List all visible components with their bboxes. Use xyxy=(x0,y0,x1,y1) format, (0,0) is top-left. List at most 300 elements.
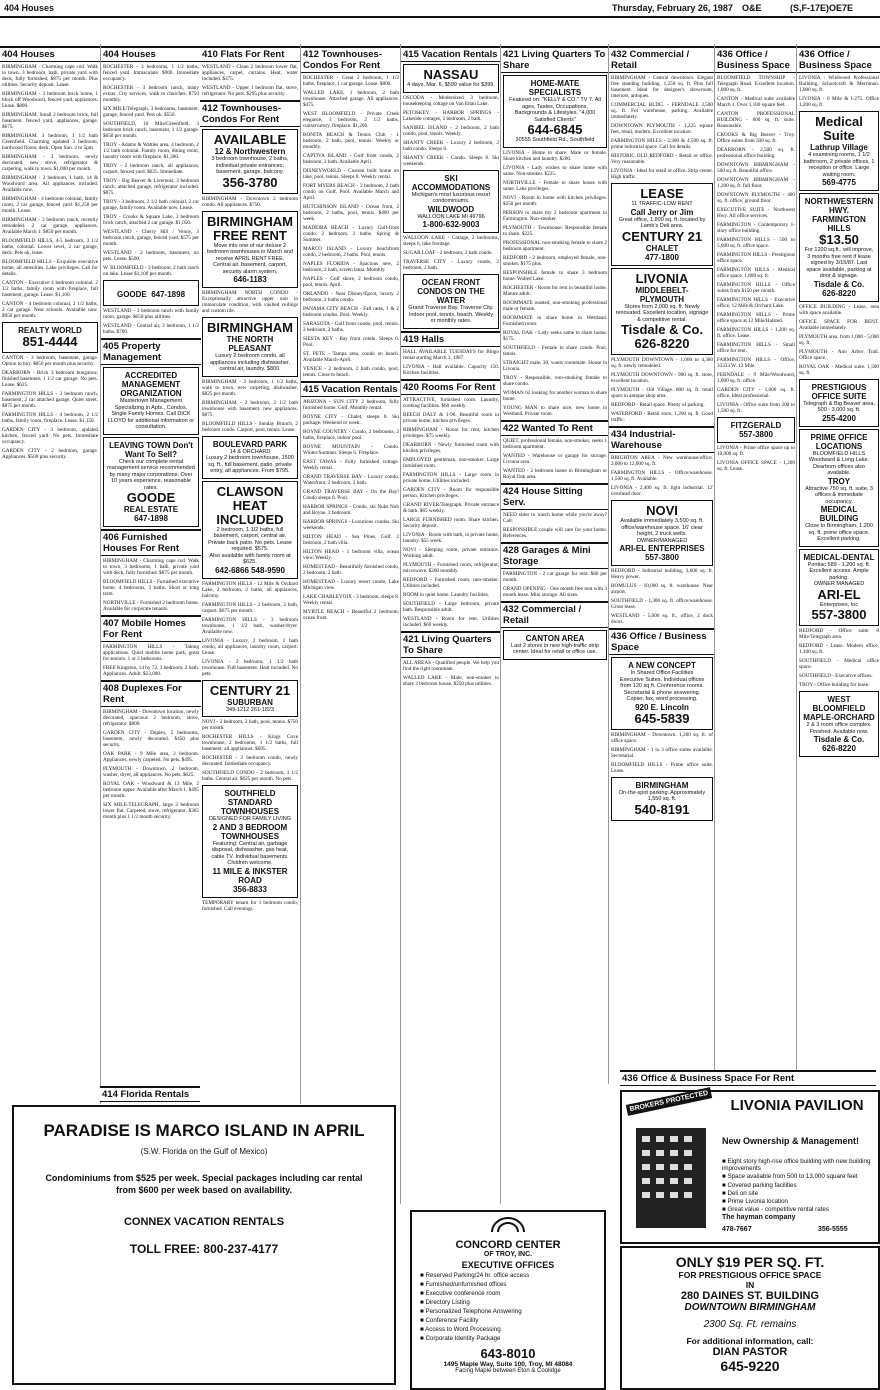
classified-ad: ROYAL OAK - Woodward & 13 Mile, 2 bedroom upper. Available after March 1. $495 per month. xyxy=(103,781,199,799)
ads-list xyxy=(301,75,401,378)
classified-ad: CANTON - 3 bedroom, basement, garage. Option to buy. $850 per month plus security. xyxy=(2,355,98,367)
new-concept-title: A NEW CONCEPT xyxy=(628,661,696,670)
classified-ad: FARMINGTON HILLS - 3 bedroom ranch, basement, 2 car attached garage. Quiet street. $875 per month. xyxy=(2,391,98,409)
classified-ad: NAPLES FLORIDA - Spacious new, 2 bedroom, 2 bath, screen lanai. Monthly. xyxy=(303,261,399,273)
boulevard-text: Luxury 2 bedroom townhouse, 1500 sq. ft., full basement, patio, private entry, all appliances. From $795. xyxy=(206,455,294,474)
ads-list xyxy=(0,355,100,460)
classified-ad: WANTED - Warehouse or garage for storage. Livonia area. xyxy=(503,452,607,465)
classified-ad: FARMINGTON HILLS - 1,200 sq. ft. office. Lease. xyxy=(717,327,795,339)
lincoln-address: 920 E. Lincoln xyxy=(635,702,689,712)
section-heading: 434 Industrial-Warehouse xyxy=(609,426,715,453)
troy-text: Attractive 750 sq. ft. suite, 3 offices & immediate occupancy. xyxy=(805,485,873,505)
free-rent-text: Move into one of our deluxe 2 bedroom townhouses in March and receive APRIL RENT FREE. Central air, basement, carport, security alarm system. xyxy=(207,242,293,275)
northwestern-ad xyxy=(799,193,879,302)
classified-ad: PLYMOUTH area, from 1,000 - 5,000 sq. ft. xyxy=(799,333,879,346)
classified-ad: CANTON - Medical suite available March 1. Over 1,100 square feet. xyxy=(717,96,795,108)
classified-ad: DEARBORN - Newly furnished room with kitchen privileges. xyxy=(403,441,499,454)
classified-ad: LIVONIA OFFICE SPACE - 1,200 sq. ft. Lease. xyxy=(717,460,795,472)
home-mate-title: HOME-MATE SPECIALISTS xyxy=(528,79,582,97)
classified-ad: DOWNTOWN BIRMINGHAM - 500 sq. ft. Beautiful office. xyxy=(717,162,795,174)
lease-text: Great office, 1,800 sq. ft. located by Lamb's Deli area. xyxy=(618,216,706,229)
classified-ad: DOWNTOWN BIRMINGHAM - 1,200 sq. ft. full floor. xyxy=(717,177,795,189)
townhouses-text: Featuring: Central air, garbage disposal, dishwasher, gas heat, cable TV. Individual basements. Children welcome. xyxy=(211,840,289,866)
classified-ad: OFFICE BUILDING - Lease, area with space available. xyxy=(799,303,879,316)
classified-ad: GRAND OPENING - One month free rent with 3 month lease. Mini storage. All sizes. xyxy=(503,585,607,598)
concord-address: 1495 Maple Way, Suite 100, Troy, MI 48084 xyxy=(443,1361,573,1368)
section-heading: 407 Mobile Homes For Rent xyxy=(101,615,201,642)
classified-ad: SANIBEL ISLAND - 2 bedroom, 2 bath condo, pool, tennis. Weekly. xyxy=(403,124,499,137)
classified-ad: BLOOMFIELD HILLS - Exquisite executive home, all amenities. Lake privileges. Call for details. xyxy=(2,259,98,277)
home-mate-address: 30555 Southfield Rd., Southfield xyxy=(515,137,595,143)
classified-ad: CROOKS & Big Beaver - Troy. Office suites from 500 sq. ft. xyxy=(717,132,795,144)
classified-ad: OSCODA - Modernized 3 bedroom, housekeeping cottage on Van Ettan Lake. xyxy=(403,94,499,107)
classified-ad: FARMINGTON - Contemporary 1-story office building. xyxy=(717,222,795,234)
classified-ad: GARDEN CITY - 1,000 sq. ft. office. Ideal professional. xyxy=(717,387,795,399)
classified-ad: DEARBORN - Brick 3 bedroom bungalow, finished basement, 1 1/2 car garage. No pets. Lease. $625. xyxy=(2,370,98,388)
classified-ad: PANAMA CITY BEACH - Fall rates, 1 & 2 bedroom condos. Pool. Weekly. xyxy=(303,306,399,318)
concord-phone: 643-8010 xyxy=(480,1346,536,1361)
classified-ad: BIRMINGHAM - Central downtown. Elegant free standing building. 1,250 sq. ft. Plus full basement. Ideal for designer's showroom, interiors, antiques. xyxy=(611,75,713,99)
classified-ad: FARMINGTON HILLS - Office, 33333 W. 12 Mile. xyxy=(717,357,795,369)
section-heading: 420 Rooms For Rent xyxy=(401,379,501,395)
classified-ad: ROCHESTER - Great 2 bedroom, 1 1/2 baths, fireplace, 1 car garage. Lease. $800. xyxy=(303,75,399,87)
clawson-phone: 642-6866 548-9590 xyxy=(215,565,285,575)
classified-ad: HUTCHINSON ISLAND - Ocean front, 2 bedroom, 2 baths, pool, tennis. $400 per week. xyxy=(303,204,399,222)
ads-list xyxy=(609,357,715,423)
wb-tisdale: Tisdale & Co. xyxy=(813,735,865,744)
classified-ad: MYRTLE BEACH - Beautiful 2 bedroom, ocean front. xyxy=(303,609,399,621)
classified-ad: STRAIGHT male, 30, wants roommate. House in Livonia. xyxy=(503,359,607,372)
column-7 xyxy=(608,44,715,1084)
feature-item: ■ Conference Facility xyxy=(420,1317,479,1324)
building-illustration xyxy=(626,1122,718,1234)
classified-ad: TROY - Office building for lease. xyxy=(799,682,870,688)
classified-ad: PLYMOUTH - Ann Arbor Trail. Office space. xyxy=(799,348,879,361)
classified-ad: ARIZONA - SUN CITY 2 bedroom, fully furnished home. Golf. Monthly rental. xyxy=(303,399,399,411)
paradise-sub: (S.W. Florida on the Gulf of Mexico) xyxy=(140,1147,268,1156)
classified-ad: BIRMINGHAM - Charming cape cod. Walk to town. 3 bedroom, bath, private yard with deck, fully furnished, $875 per month. Plus utilities. Security deposit. Lease. xyxy=(2,64,98,88)
section-heading: 424 House Sitting Serv. xyxy=(501,483,609,510)
feature-item: ■ Reserved Parking/24 hr. office access xyxy=(420,1272,530,1279)
classified-ad: BLOOMFIELD HILLS - Prime office suite. Lease. xyxy=(611,761,713,774)
ads-list xyxy=(101,308,201,335)
canton-area-ad xyxy=(503,630,607,660)
classified-ad: BIRMINGHAM - Charming cape cod. Walk to town, 3 bedrooms, 1 bath, private yard with deck, fully furnished. $875 per month. xyxy=(103,558,199,576)
classified-ad: TROY - 2 bedroom ranch, all appliances, carport, fenced yard. $625. Immediate. xyxy=(103,163,199,175)
north-pleasant-text: Luxury 2 bedroom condo, all appliances including dishwasher, central air, laundry. $800. xyxy=(209,353,291,372)
ocean-front-ad xyxy=(403,274,499,329)
century-chalet-sub: CHALET xyxy=(645,243,679,253)
classified-ad: LIVONIA - Ideal for retail or office. Strip center. High traffic. xyxy=(611,168,713,180)
section-heading: 421 Living Quarters To Share xyxy=(501,46,609,73)
west-bloomfield-ad xyxy=(799,691,879,757)
classified-ad: TROY - Big Beaver & Livernois, 3 bedroom ranch, attached garage, refrigerator included. $875. xyxy=(103,178,199,196)
canton-text: Last 2 stores in new high-traffic strip center. Ideal for retail or office use. xyxy=(511,642,599,655)
goode-name-2: GOODE xyxy=(126,490,176,505)
section-heading: 422 Wanted To Rent xyxy=(501,420,609,436)
classified-ad: HISTORIC OLD REDFORD - Retail or office. Very reasonable. xyxy=(611,153,713,165)
classified-ad: LARGE FURNISHED room. Share kitchen. Security deposit. xyxy=(403,516,499,529)
section-heading: 405 Property Management xyxy=(101,338,201,365)
prestigious-ad xyxy=(799,379,879,427)
paradise-marco-island-ad xyxy=(12,1105,396,1385)
classified-ad: REDFORD - Lease. Modern office, 1,100 sq. ft. xyxy=(799,643,879,655)
free-rent-ad xyxy=(202,211,298,289)
century-phone: 349-1212 261-1823 xyxy=(225,706,274,713)
goode-name: GOODE xyxy=(116,290,147,299)
ad: FARMINGTON HILLS - 3 bedroom townhouse, 1 1/2 bath, washer/dryer. Available now. xyxy=(202,616,298,635)
section-heading: 408 Duplexes For Rent xyxy=(101,680,201,707)
ariel-sub: Enterprises, Inc xyxy=(819,601,859,608)
classified-ad: BOYNE MOUNTAIN - Condo. Winter/Summer. Sleeps 6. Fireplace. xyxy=(303,444,399,456)
birmingham-office-ad xyxy=(611,777,713,821)
classified-ad: REDFORD - 2 bedroom, employed female, non-smoker. $175 plus. xyxy=(503,254,607,267)
ads-list xyxy=(609,568,715,625)
ads-list xyxy=(797,75,880,108)
classified-ad: ROYAL OAK - Lady seeks same to share home. $175. xyxy=(503,329,607,342)
mdental-title: MEDICAL-DENTAL xyxy=(803,552,875,562)
daines-street-ad xyxy=(620,1246,880,1390)
feature-item: ■ Covered parking facilities xyxy=(722,1181,797,1189)
classified-ad: GARDEN CITY - 3 bedroom, updated kitchen, fenced yard. No pets. Immediate occupancy. xyxy=(2,427,98,445)
new-concept-sub: In Shared Office Facilities xyxy=(630,670,694,676)
classified-ad: BIRMINGHAM - Downtown location, newly decorated, spacious 2 bedroom, stove, refrigerator. $800. xyxy=(103,709,199,727)
classified-ad: ROCHESTER - 3 bedrooms, 1 1/2 baths, fenced yard. Immaculate. $900. Immediate occupancy. xyxy=(103,64,199,82)
classified-ad: TROY - Adams & Wattles area, 4 bedroom, 2 1/2 bath colonial. Family room, dining room, laundry room with fireplace. $1,300. xyxy=(103,142,199,160)
ads-list xyxy=(101,558,201,612)
ski-ad xyxy=(403,170,499,234)
available-text: 3 bedroom townhouse, 2 baths, individual private entrances, basement, garage, balcony. xyxy=(211,156,289,175)
lease-title: LEASE xyxy=(640,186,684,201)
nassau-ad xyxy=(403,64,499,93)
classified-ad: RESPONSIBLE female to share 3 bedroom home. Walled Lake. xyxy=(503,269,607,282)
classified-ad: PLYMOUTH - Downtown, 2 bedroom, washer, dryer, all appliances. No pets. $625. xyxy=(103,766,199,778)
livonia-intro: New Ownership & Management! xyxy=(722,1136,860,1146)
classified-ad: TROY - Responsible, non-smoking female to share condo. xyxy=(503,374,607,387)
classified-ad: BIRMINGHAM. Small 2 bedroom brick, full basement, fenced yard, appliances, garage. $675. xyxy=(2,112,98,130)
century21-suburban-ad xyxy=(202,680,298,718)
goode-phone-2: 647-1898 xyxy=(134,514,168,523)
column-2 xyxy=(100,44,201,1104)
classified-ad: BIRMINGHAM - 3 bedroom ranch, recently remodeled. 2 car garage, appliances. Available March 1. $850 per month. xyxy=(2,217,98,235)
classified-ad: WESTLAND - 2 bedroom, basement, no pets. Lease. $500. xyxy=(103,250,199,262)
page-header xyxy=(0,0,880,18)
classified-ad: NORTHVILLE - Furnished 2 bedroom home. Available for corporate tenants. xyxy=(103,600,199,612)
ads-list xyxy=(401,660,501,687)
classified-ad: BOYNE CITY - Chalet, sleeps 8. Ski package. Weekend or week. xyxy=(303,414,399,426)
section-heading: 404 Houses xyxy=(101,46,201,62)
ski-text: Michigan's most luxurious resort condominiums. xyxy=(411,191,491,204)
classified-ad: HARBOR SPRINGS - Luxurious condos. Ski weekends. xyxy=(303,519,399,531)
classified-ad: LAKE CHARLEVOIX - 3 bedroom, sleeps 8. Weekly rental. xyxy=(303,594,399,606)
classified-ad: QUIET, professional female, non-smoker, seeks 1 bedroom apartment. xyxy=(503,437,607,450)
fitzgerald-name: FITZGERALD xyxy=(730,421,782,430)
classified-ad: PLYMOUTH DOWNTOWN - 1,000 to 4,300 sq. ft. newly remodeled. xyxy=(611,357,713,369)
classified-ad: WESTLAND - Upper 1 bedroom flat, stove, refrigerator. No pets. $295 plus security. xyxy=(202,85,298,97)
classified-ad: SOUTHFIELD - Executive offices. xyxy=(799,673,873,679)
available-ad xyxy=(202,129,298,194)
nw-price: $13.50 xyxy=(819,232,859,247)
century-sub: SUBURBAN xyxy=(227,697,273,707)
classified-ad: VENICE - 2 bedroom, 2 bath condo, pool, tennis. Close to beach. xyxy=(303,366,399,378)
prest-phone: 255-4200 xyxy=(822,413,856,423)
section-heading-florida: 414 Florida Rentals xyxy=(100,1086,200,1102)
classified-ad: ROOMMATE wanted, non-smoking professional male or female. xyxy=(503,299,607,312)
medical-dental-ad xyxy=(799,549,879,627)
feature-item: ■ Prime Livonia location xyxy=(722,1198,788,1206)
section-heading: 421 Living Quarters To Share xyxy=(401,631,501,658)
classified-ad: ROCHESTER - 3 bedroom ranch, many extras. City services, walk to churches. $750 monthly. xyxy=(103,85,199,103)
ads-list xyxy=(609,732,715,774)
classified-ad: BIRMINGHAM - 3 bedroom, newly decorated, new stove, refrigerator & carpeting, walk to town. $1,000 per month. xyxy=(2,154,98,172)
nw-title: NORTHWESTERN HWY. FARMINGTON HILLS xyxy=(804,197,874,233)
prime-title: PRIME OFFICE LOCATIONS xyxy=(810,432,868,451)
classified-ad: BLOOMFIELD HILLS, 4-5 bedroom, 3 1/2 baths, colonial. Lower level, 2 car garage, deck. Pets ok, lease. xyxy=(2,238,98,256)
ocean-text: Grand Traverse Bay. Traverse City. Indoor pool, tennis, beach. Weekly or monthly rates. xyxy=(408,305,494,324)
owner-name: ARI-EL ENTERPRISES xyxy=(619,544,705,553)
leaving-title: LEAVING TOWN Don't Want To Sell? xyxy=(109,440,193,459)
home-mate-phone: 644-6845 xyxy=(527,122,583,137)
classified-ad: NOVI - Sleeping room, private entrance. Working adult. xyxy=(403,546,499,559)
classified-ad: REDFORD - Retail space. Plenty of parking. xyxy=(611,402,705,408)
prest-title: PRESTIGIOUS OFFICE SUITE xyxy=(811,382,867,401)
classified-ad: SOUTHFIELD - Female to share condo. Pool, tennis. xyxy=(503,344,607,357)
concord-title: EXECUTIVE OFFICES xyxy=(461,1260,555,1270)
section-heading: 415 Vacation Rentals xyxy=(301,381,401,397)
ocean-title: OCEAN FRONT CONDOS ON THE WATER xyxy=(417,278,485,305)
realty-world-ad xyxy=(2,322,98,353)
wildwood-title: WILDWOOD xyxy=(427,204,475,214)
feature-item: ■ Access to Word Processing xyxy=(420,1326,501,1333)
nassau-title: NASSAU xyxy=(423,67,479,82)
classified-ad: TROY - Crooks & Square Lake, 3 bedroom brick ranch, attached 2 car garage. $1,050. xyxy=(103,214,199,226)
ad: LIVONIA - Luxury, 2 bedroom, 2 bath condo, all appliances, laundry room, carport. Lease. xyxy=(202,637,298,656)
classified-ad: PLYMOUTH - Townhouse. Responsible female to share. $225. xyxy=(503,224,607,237)
page-code: (S,F-17E)OE7E xyxy=(790,3,854,13)
owner-managed-title: OWNER MANAGED xyxy=(813,581,865,587)
feature-item: ■ Deli on site xyxy=(722,1189,759,1197)
classified-ad: FARMINGTON HILLS - Large room in private home. Utilities included. xyxy=(403,471,499,484)
classified-ad: LIVONIA - Room with bath, in private home, laundry. $55 week. xyxy=(403,531,499,544)
classified-ad: ST. PETE - Tampa area, condo on beach. Available March-April. xyxy=(303,351,399,363)
century-chalet-title: CENTURY 21 xyxy=(621,228,703,244)
section-heading: 436 Office / Business Space xyxy=(797,46,880,73)
ads-list xyxy=(200,64,300,97)
medical-text: 4 examining rooms, 1 1/2 bathroom, 2 private offices, 1 reception or office. Large waiting room. xyxy=(803,152,875,178)
classified-ad: WESTLAND - Room for rent. Utilities included. $60 weekly. xyxy=(403,615,499,628)
ad: BIRMINGHAM - 2 bedroom, 1 1/2 baths, walk to town, new carpeting, dishwasher. $825 per month. xyxy=(202,378,298,397)
livonia-title: LIVONIA PAVILION xyxy=(730,1097,864,1114)
wildwood-phone: 1-800-632-9003 xyxy=(422,220,480,229)
brokers-protected-badge: BROKERS PROTECTED xyxy=(626,1087,712,1116)
century-chalet-phone: 477-1800 xyxy=(645,252,679,262)
classified-ad: FORT MYERS BEACH - 2 bedroom, 2 bath condo on Gulf. Pool. Available March and April. xyxy=(303,183,399,201)
available-phone: 356-3780 xyxy=(222,174,278,190)
ad: NOVI - 2 bedroom, 2 bath, pool, tennis. $750 per month. xyxy=(202,719,298,731)
classified-ad: LIVONIA - Office suite from 200 to 1,500 sq. ft. xyxy=(717,402,795,414)
classified-ad: TRAVERSE CITY - Luxury condo, 2 bedroom, 2 bath. xyxy=(403,259,499,271)
page-date: Thursday, February 26, 1987 xyxy=(612,3,733,13)
ads-list xyxy=(609,455,715,497)
classified-ad: PROFESSIONAL non-smoking female to share 2 bedroom apartment. xyxy=(503,239,607,252)
hayman-company: The hayman company xyxy=(722,1214,796,1221)
hayman-phone-1: 478-7667 xyxy=(722,1226,752,1233)
classified-ad: REDFORD - Industrial building, 3,600 sq. ft. Heavy power. xyxy=(611,568,713,580)
ads-list xyxy=(101,709,201,820)
livonia-sub: MIDDLEBELT-PLYMOUTH xyxy=(635,285,689,304)
townhouses-title: 2 AND 3 BEDROOM TOWNHOUSES xyxy=(212,822,288,841)
novi-text: Available immediately 3,500 sq. ft. office/warehouse space. 16' clear height, 2 truck wells. xyxy=(620,518,704,537)
century-title: CENTURY 21 xyxy=(209,682,291,698)
classified-ad: WOMAN 62 looking for another woman to share home. xyxy=(503,389,607,402)
only-in: IN xyxy=(745,1280,755,1290)
section-heading: 436 Office / Business Space xyxy=(715,46,797,73)
classified-ad: GRAND RIVER/Telegraph. Private entrance & bath. $65 weekly. xyxy=(403,501,499,514)
only-title: ONLY $19 PER SQ. FT. xyxy=(675,1254,825,1270)
classified-ad: FARMINGTON HILLS - Office suites from $150 per month. xyxy=(717,282,795,294)
classified-ad: HILTON HEAD - 1 bedroom villa, ocean view. Weekly. xyxy=(303,549,399,561)
livonia-text: Stores from 2,000 sq. ft. Newly renovated. Excellent location, signage & competitive rental. xyxy=(615,303,709,323)
classified-ad: RESPONSIBLE couple will care for your home. References. xyxy=(503,526,607,539)
classified-ad: HILTON HEAD - Sea Pines. Golf. 2 bedroom, 2 bath villa. xyxy=(303,534,399,546)
ad: FARMINGTON HILLS - 2 bedroom, 2 bath, carport. $675 per month. xyxy=(202,601,298,614)
classified-ad: FARMINGTON HILLS - 4 bedroom, 2 1/2 baths, family room, fireplace. Lease. $1,150. xyxy=(2,412,98,424)
ads-list xyxy=(301,399,401,621)
classified-ad: BIRMINGHAM - 4 bedroom colonial, family room, 2 car garage, fenced yard. $1,250 per month. Lease. xyxy=(2,196,98,214)
boulevard-title: BOULEVARD PARK xyxy=(212,439,288,449)
ads-list xyxy=(609,75,715,180)
ad: ROCHESTER - 2 bedroom condo, newly decorated. Immediate occupancy. xyxy=(202,755,298,767)
bham-office-text: On-the-spot parking. Approximately 1,550 sq. ft. xyxy=(618,789,706,802)
classified-ad: SHANTY CREEK - Condo. Sleeps 8. Ski weekends. xyxy=(403,154,499,167)
prest-text: Telegraph & Big Beaver area, 500 - 3,000 sq. ft. xyxy=(803,400,875,413)
lease-ad xyxy=(611,183,713,266)
prop-title: ACCREDITED MANAGEMENT ORGANIZATION xyxy=(120,371,182,398)
classified-ad: FARMINGTON HILLS - Prime office space at 12 Mile/Halsted. xyxy=(717,312,795,324)
classified-ad: HOMESTEAD - Beautifully furnished condo, 2 bedroom, 2 bath. xyxy=(303,564,399,576)
ariel-name: ARI-EL xyxy=(817,586,861,602)
feature-item: ■ Eight story high-rise office building with new building improvements xyxy=(722,1158,871,1173)
classified-ad: TROY - 3 bedroom, 2 1/2 bath colonial, 2 car garage, family room. Available now. Lease. xyxy=(103,199,199,211)
section-heading: 404 Houses xyxy=(0,46,100,62)
classified-ad: ORLANDO - Near Disney/Epcot, luxury 2 bedroom, 2 baths condo. xyxy=(303,291,399,303)
prime-text: Woodward & Long Lake. Dearborn offices also available. xyxy=(808,457,870,476)
classified-ad: WESTLAND - 5,000 sq. ft., office, 2 dock doors. xyxy=(611,613,713,625)
classified-ad: ROYAL OAK - Medical suite. 1,500 sq. ft. xyxy=(799,363,879,376)
classified-ad: SARASOTA - Gulf front condo, pool, tennis. 2 bedroom, 2 baths. xyxy=(303,321,399,333)
clawson-ad xyxy=(202,481,298,579)
classified-ad: FREE Kingston, 14 by 72, 3 bedroom, 2 bath. Appliances. Adult. $23,000. xyxy=(103,665,199,677)
classified-ad: SOUTHFIELD - Medical office space. xyxy=(799,658,879,670)
classified-ad: BEECH DALY & 1-96. Beautiful room in private home, kitchen privileges. xyxy=(403,411,499,424)
available-title: AVAILABLE xyxy=(213,132,287,147)
classified-ad: BIRMINGHAM. 3 bedroom, 1 1/2 bath Greenfield. Charming updated 3 bedroom, hardwood floors, deck. Open Sun. 2 to 5pm. xyxy=(2,133,98,151)
feature-item: ■ Directory Listing xyxy=(420,1299,470,1306)
leaving-town-ad xyxy=(103,437,199,528)
section-heading: 410 Flats For Rent xyxy=(200,46,300,62)
section-heading: 415 Vacation Rentals xyxy=(401,46,501,62)
ads-list xyxy=(101,64,201,277)
classified-ad: W. BLOOMFIELD - 3 bedroom, 2 bath ranch on lake. Lease $1,100 per month. xyxy=(103,265,199,277)
classified-ad: BIRMINGHAM - 1 to 3 office suites available. Secretarial. xyxy=(611,746,713,759)
home-mate-ad xyxy=(503,75,607,148)
free-rent-title: BIRMINGHAM FREE RENT xyxy=(207,213,293,243)
section-heading: 419 Halls xyxy=(401,331,501,347)
section-heading: 436 Office / Business Space xyxy=(609,628,715,655)
classified-ad: SIESTA KEY - Bay front condo. Sleeps 6. Pool. xyxy=(303,336,399,348)
column-9 xyxy=(796,44,880,1084)
ads-list xyxy=(501,150,609,417)
classified-ad: LIVONIA - 6 Mile & I-275. Office 1,200 sq. ft. xyxy=(799,96,879,108)
goode-phone: 647-1898 xyxy=(151,290,186,299)
wb-title: WEST BLOOMFIELD MAPLE-ORCHARD xyxy=(803,695,875,722)
page-section-label: 404 Houses xyxy=(4,3,55,13)
classified-ad: WESTLAND - Central air, 3 bedroom, 1 1/2 baths. $700. xyxy=(103,323,199,335)
bham-office-phone: 540-8191 xyxy=(634,801,690,817)
classified-ad: SOUTHFIELD - 1,300 sq. ft. office/warehouse. Gross lease. xyxy=(611,598,713,610)
canton-title: CANTON AREA xyxy=(525,633,585,643)
classified-ad: REDFORD - Furnished room, non-smoker. Utilities included. xyxy=(403,576,499,589)
lease-call: Call Jerry or Jim xyxy=(630,207,694,217)
southfield-title: SOUTHFIELD STANDARD TOWNHOUSES xyxy=(220,789,280,816)
section-heading: 432 Commercial / Retail xyxy=(609,46,715,73)
classified-ad: FARMINGTON HILLS - Office/warehouse. 1,500 sq. ft. Available. xyxy=(611,470,713,482)
classified-ad: OFFICE SPACE FOR RENT. Available immediately. xyxy=(799,318,879,331)
lincoln-phone: 645-5839 xyxy=(634,710,690,726)
property-management-ad xyxy=(103,367,199,435)
feature-item: ■ Furnished/unfurnished offices xyxy=(420,1281,507,1288)
paper-name: O&E xyxy=(742,3,762,13)
novi-ad xyxy=(611,500,713,566)
classified-ad: EMPLOYED gentleman, non-smoker. Large furnished room. xyxy=(403,456,499,469)
medical-suite-ad xyxy=(799,111,879,191)
medical-building-title: MEDICAL BUILDING xyxy=(819,505,859,523)
ads-list xyxy=(797,628,880,688)
classified-ad: DEARBORN - 2,500 sq. ft. professional office building. xyxy=(717,147,795,159)
fitzgerald-phone: 557-3800 xyxy=(739,430,773,439)
column-4 xyxy=(300,44,401,1104)
clawson-title: CLAWSON HEAT INCLUDED xyxy=(216,483,284,527)
free-rent-phone: 646-1183 xyxy=(233,275,267,284)
classified-ad: LIVONIA - Home to share. Male or female. Share kitchen and laundry. $200. xyxy=(503,149,607,162)
column-6 xyxy=(500,44,609,1204)
classified-ad: NORTHVILLE - Female to share house with same. Lake privileges. xyxy=(503,179,607,192)
classified-ad: ROCHESTER - Room for rent in beautiful home. Mature adult. xyxy=(503,284,607,297)
section-heading: 412 Townhouses-Condos For Rent xyxy=(200,100,300,127)
section-heading-office-rent: 436 Office & Business Space For Rent xyxy=(620,1070,876,1086)
classified-ad: CANTON - Executive 4 bedroom colonial, 2 1/2 baths, family room with fireplace, full basement, garage. Lease. $1,100. xyxy=(2,280,98,298)
classified-ad: ROOMMATE to share home in Westland. Furnished room. xyxy=(503,314,607,327)
ads-list xyxy=(501,571,609,598)
classified-ad: SIX MILE/Telegraph, 3 bedrooms, basement, garage, fenced yard. Pets ok. $550. xyxy=(103,106,199,118)
classified-ad: LIVONIA - Prime office space up to 10,000 sq. ft. xyxy=(717,445,795,457)
classified-ad: BIRMINGHAM - 2 bedroom, 1 bath, 14 & Woodward area. All appliances included. Available now. xyxy=(2,175,98,193)
classified-ad: WESTLAND - Clean 2 bedroom lower flat, appliances, carpet, curtains. Heat, water included. $375. xyxy=(202,64,298,82)
section-heading: 428 Garages & Mini Storage xyxy=(501,542,609,569)
bham-office-title: BIRMINGHAM xyxy=(635,780,689,790)
classified-ad: MARCO ISLAND - Luxury beachfront condo, 2 bedroom, 2 baths. Pool, tennis. xyxy=(303,246,399,258)
paradise-phone: TOLL FREE: 800-237-4177 xyxy=(129,1242,279,1256)
boulevard-park-ad xyxy=(202,436,298,479)
north-pleasant-sub: THE NORTH PLEASANT xyxy=(226,335,274,353)
classified-ad: FARMINGTON HILLS - Prestigious office space. xyxy=(717,252,795,264)
classified-ad: PLYMOUTH - Furnished room, refrigerator, microwave. $200 monthly. xyxy=(403,561,499,574)
classified-ad: WATERFORD - Retail store, 1,200 sq. ft. Good traffic. xyxy=(611,411,713,423)
feature-item: ■ Executive conference room xyxy=(420,1290,501,1297)
ads-list xyxy=(715,445,797,472)
classified-ad: PETOSKEY - HARBOR SPRINGS - Lakeside cottages, 2 bedroom, 2 bath. xyxy=(403,109,499,122)
classified-ad: FERNDALE - 9 Mile/Woodward, 1,000 sq. ft. office. xyxy=(717,372,795,384)
